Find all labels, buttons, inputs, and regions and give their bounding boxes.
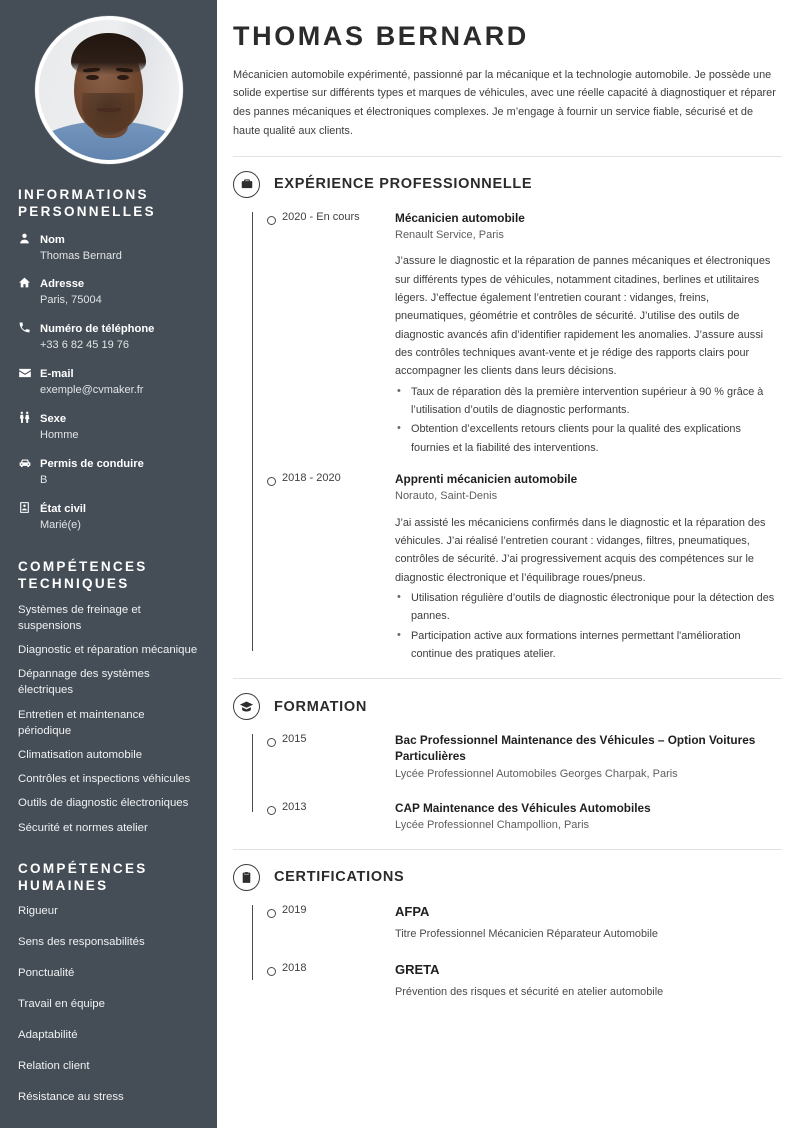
divider: [233, 678, 782, 679]
entry-degree: Bac Professionnel Maintenance des Véhicules – Option Voitures Particulières: [395, 733, 756, 764]
timeline-dot: [267, 477, 276, 486]
clipboard-icon: [233, 864, 260, 891]
entry-bullets: [395, 383, 778, 457]
list-item: Ponctualité: [18, 967, 75, 980]
info-value: exemple@cvmaker.fr: [40, 384, 144, 397]
section-education: [233, 693, 782, 834]
entry-date: 2013: [282, 801, 307, 814]
entry-date: 2019: [282, 903, 307, 916]
section-title: FORMATION: [274, 698, 368, 715]
entry-date: 2020 - En cours: [282, 210, 360, 223]
experience-entry: [253, 471, 782, 663]
personal-info-list: [18, 230, 199, 535]
entry-title: Apprenti mécanicien automobile: [395, 471, 578, 486]
info-row-adresse: [18, 274, 199, 309]
list-item: Outils de diagnostic électroniques: [18, 797, 189, 810]
personal-info-heading: INFORMATIONS PERSONNELLES: [18, 187, 156, 220]
education-timeline: [233, 732, 782, 834]
divider: [233, 849, 782, 850]
car-icon: [18, 454, 40, 470]
avatar: [35, 16, 183, 164]
info-label: État civil: [40, 503, 87, 516]
person-icon: [18, 230, 40, 245]
info-value: Homme: [40, 429, 79, 442]
certifications-timeline: [233, 903, 782, 1002]
divider: [233, 156, 782, 157]
section-header: [233, 864, 782, 891]
entry-organisation: Norauto, Saint-Denis: [395, 490, 498, 503]
info-label: E-mail: [40, 368, 74, 381]
list-item: Dépannage des systèmes électriques: [18, 668, 150, 697]
education-entry: [253, 732, 782, 782]
info-value: B: [40, 474, 48, 487]
info-row-sexe: [18, 409, 199, 444]
entry-name: GRETA: [395, 962, 440, 978]
entry-description: J’assure le diagnostic et la réparation de pannes mécaniques et électroniques sur différents types de véhicules, notamment citadines, berlines et utilitaires légers. J’effectue également l’entretien courant : vidanges, freins, pneumatiques, géométrie et contrôles de sécurité. J’utilise des outils de diagnostic avancés afin d’identifier rapidement les anomalies. J’assure aussi des contrôles techniques avant-vente et je rédige des rapports clairs pour accompagner les clients dans leurs décisions.: [395, 255, 771, 378]
profile-summary: Mécanicien automobile expérimenté, passionné par la mécanique et la technologie automobile. Je possède une solide expertise sur différents types et marques de véhicules, avec une réelle capacité à diagnostiquer et réparer des pannes mécaniques et électroniques complexes. Je m’engage à fournir un service fiable, sécurisé et de haute qualité aux clients.: [233, 68, 776, 137]
info-value: Thomas Bernard: [40, 249, 122, 262]
envelope-icon: [18, 364, 40, 380]
home-icon: [18, 274, 40, 289]
info-value: Paris, 75004: [40, 294, 102, 307]
list-item: Systèmes de freinage et suspensions: [18, 603, 141, 632]
education-entry: [253, 800, 782, 834]
phone-icon: [18, 319, 40, 334]
list-item: • Participation active aux formations internes permettant l'amélioration continue des pratiques atelier.: [395, 627, 778, 664]
list-item: Sens des responsabilités: [18, 936, 145, 949]
section-header: [233, 171, 782, 198]
soft-skills-heading: COMPÉTENCES HUMAINES: [18, 860, 148, 893]
gender-icon: [18, 409, 40, 424]
entry-school: Lycée Professionnel Champollion, Paris: [395, 819, 590, 832]
entry-title: Mécanicien automobile: [395, 210, 525, 225]
info-label: Sexe: [40, 413, 67, 426]
info-value: Marié(e): [40, 519, 81, 532]
photo-eye-left: [86, 75, 99, 81]
section-header: [233, 693, 782, 720]
certification-entry: [253, 961, 782, 1001]
info-row-permis: [18, 454, 199, 489]
entry-date: 2018: [282, 962, 307, 975]
entry-name: AFPA: [395, 903, 430, 919]
section-experience: [233, 171, 782, 663]
id-card-icon: [18, 499, 40, 514]
experience-timeline: [233, 210, 782, 663]
section-title: EXPÉRIENCE PROFESSIONNELLE: [274, 176, 533, 193]
soft-skills-list: [18, 904, 199, 1106]
info-row-etat-civil: [18, 499, 199, 534]
entry-date: 2015: [282, 733, 307, 746]
entry-bullets: [395, 589, 778, 663]
info-row-nom: [18, 230, 199, 265]
info-label: Permis de conduire: [40, 458, 144, 471]
entry-detail: Titre Professionnel Mécanicien Réparateur Automobile: [395, 927, 658, 940]
list-item: Travail en équipe: [18, 998, 105, 1011]
timeline-dot: [267, 216, 276, 225]
entry-organisation: Renault Service, Paris: [395, 228, 504, 241]
list-item: • Utilisation régulière d’outils de diagnostic électronique pour la détection des pannes.: [395, 589, 778, 626]
page-title: THOMAS BERNARD: [233, 21, 529, 51]
experience-entry: [253, 210, 782, 457]
list-item: Sécurité et normes atelier: [18, 821, 148, 834]
list-item: Contrôles et inspections véhicules: [18, 773, 191, 786]
entry-school: Lycée Professionnel Automobiles Georges Charpak, Paris: [395, 767, 678, 780]
list-item: Relation client: [18, 1060, 90, 1073]
timeline-dot: [267, 909, 276, 918]
main-content: [217, 0, 800, 1132]
technical-skills-heading: COMPÉTENCES TECHNIQUES: [18, 559, 148, 592]
technical-skills-list: [18, 602, 199, 836]
entry-description: J’ai assisté les mécaniciens confirmés dans le diagnostic et la réparation des véhicules. J’ai réalisé l’entretien courant : vidanges, filtres, pneumatiques, contrôles de sécurité. J’ai progressivement acquis des compétences sur le diagnostic électronique et l’équilibrage roues/pneus.: [395, 516, 766, 584]
list-item: • Taux de réparation dès la première intervention supérieur à 90 % grâce à l’utilisation d’outils de diagnostic performants.: [395, 383, 778, 420]
info-label: Adresse: [40, 278, 85, 291]
entry-degree: CAP Maintenance des Véhicules Automobiles: [395, 801, 651, 816]
entry-detail: Prévention des risques et sécurité en atelier automobile: [395, 986, 664, 999]
list-item: Entretien et maintenance périodique: [18, 708, 145, 737]
briefcase-icon: [233, 171, 260, 198]
info-label: Nom: [40, 233, 65, 246]
entry-date: 2018 - 2020: [282, 471, 341, 484]
certification-entry: [253, 903, 782, 943]
section-certifications: [233, 864, 782, 1002]
sidebar: [0, 0, 217, 1128]
info-row-telephone: [18, 319, 199, 354]
list-item: Climatisation automobile: [18, 748, 143, 761]
list-item: Adaptabilité: [18, 1029, 78, 1042]
list-item: Rigueur: [18, 905, 58, 918]
info-value: +33 6 82 45 19 76: [40, 339, 129, 352]
info-label: Numéro de téléphone: [40, 323, 155, 336]
info-row-email: [18, 364, 199, 399]
list-item: • Obtention d’excellents retours clients pour la qualité des explications fournies et la fiabilité des interventions.: [395, 420, 778, 457]
list-item: Diagnostic et réparation mécanique: [18, 644, 198, 656]
list-item: Résistance au stress: [18, 1091, 124, 1104]
section-title: CERTIFICATIONS: [274, 869, 405, 886]
graduation-cap-icon: [233, 693, 260, 720]
